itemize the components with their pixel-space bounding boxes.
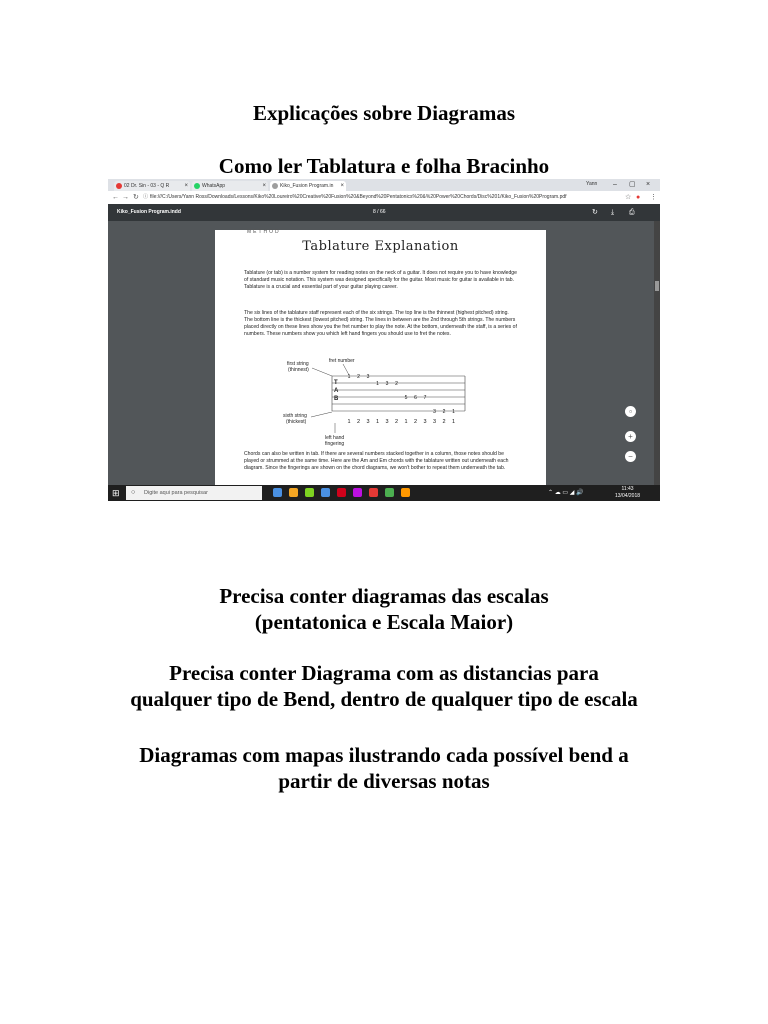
tab-note: 1 — [452, 409, 455, 415]
tab-letter: B — [334, 396, 339, 402]
pointer-line — [312, 368, 332, 376]
method-logo: METHOD — [247, 229, 281, 235]
tab-note: 3 — [433, 409, 436, 415]
tab-note: 7 — [423, 395, 427, 401]
whatsapp-icon — [194, 183, 200, 189]
taskbar-app-icon[interactable] — [305, 488, 314, 497]
fingering-number: 3 — [366, 419, 370, 425]
fingering-number: 1 — [375, 419, 380, 425]
tab-note: 2 — [395, 381, 398, 387]
tab-label: WhatsApp — [202, 183, 226, 189]
windows-taskbar — [108, 485, 660, 501]
requirement-line: qualquer tipo de Bend, dentro de qualquer tipo de escala — [130, 687, 638, 711]
zoom-in-button[interactable]: + — [625, 431, 636, 442]
first-string-label-2: (thinnest) — [288, 367, 309, 373]
requirement-line: Diagramas com mapas ilustrando cada possível bend a — [139, 743, 629, 767]
sixth-string-label-2: (thickest) — [286, 419, 307, 425]
requirement-line: Precisa conter diagramas das escalas — [219, 584, 549, 608]
extension-icon[interactable]: ● — [636, 194, 641, 201]
pdf-page — [215, 230, 546, 485]
taskbar-app-icon[interactable] — [337, 488, 346, 497]
info-icon[interactable]: ⓘ — [143, 194, 149, 200]
taskbar-search[interactable] — [126, 486, 262, 500]
pdf-paragraph: The six lines of the tablature staff represent each of the six strings. The top line is the thinnest (highest pitched) string. The bottom line is the thickest (lowest pitched) string. The lines in between are the 2nd through 5th strings. The numbers placed directly on these lines show you the fret number to play the note. At the bottom, underneath the staff, is a series of numbers. These numbers show you which left hand fingers you should use to fret the notes. — [244, 310, 517, 337]
fingering-number: 3 — [423, 419, 427, 425]
fingering-number: 2 — [442, 419, 446, 425]
minimize-icon[interactable]: – — [613, 181, 617, 188]
requirement-line: partir de diversas notas — [278, 769, 490, 793]
document-title: Explicações sobre Diagramas — [252, 101, 516, 125]
back-icon[interactable]: ← — [112, 194, 119, 201]
taskbar-app-icon[interactable] — [385, 488, 394, 497]
left-hand-label: left hand — [325, 435, 345, 441]
left-hand-label-2: fingering — [325, 441, 345, 447]
taskbar-app-icon[interactable] — [401, 488, 410, 497]
tab-note: 2 — [442, 409, 446, 415]
fingering-row — [347, 419, 455, 425]
pdf-title: Kiko_Fusion Program.indd — [117, 209, 181, 215]
pdf-paragraph: Tablature (or tab) is a number system for reading notes on the neck of a guitar. It does not require you to have knowledge of standard music notation. This system was designed specifically for the guitar. Most music for guitar is available in tab. Tablature is a crucial and essential part of your guitar playing career. — [244, 270, 517, 290]
reload-icon[interactable]: ↻ — [133, 194, 139, 201]
sixth-string-label: sixth string — [283, 413, 307, 419]
tab-note: 3 — [385, 381, 389, 387]
close-icon[interactable]: × — [184, 183, 188, 189]
windows-start-icon[interactable]: ⊞ — [112, 488, 120, 498]
fingering-number: 1 — [347, 419, 351, 425]
search-icon: ○ — [131, 489, 136, 496]
address-bar — [108, 191, 660, 205]
requirement-bend-maps — [0, 742, 768, 794]
clock-time: 11:43 — [621, 486, 634, 492]
tablature-diagram — [215, 355, 546, 447]
scrollbar-thumb[interactable] — [655, 281, 659, 291]
requirement-line: (pentatonica e Escala Maior) — [254, 610, 514, 634]
forward-icon[interactable]: → — [122, 194, 129, 201]
url-input[interactable]: file:///C:/Users/Yann Ross/Downloads/Lessons/Kiko%20Loureiro%20Creative%20Fusion%20&Beyond%20Pentatonics%20&%20Power%20Chords/Disc%201/Kiko_Fusion%20Program.pdf — [150, 194, 567, 200]
pdf-page-indicator: 8 / 66 — [373, 209, 386, 215]
tab-note: 3 — [366, 374, 370, 380]
pointer-line — [311, 412, 332, 417]
browser-tab-bar — [108, 179, 660, 191]
youtube-icon — [116, 183, 122, 189]
fingering-number: 2 — [413, 419, 418, 425]
zoom-out-button[interactable]: − — [625, 451, 636, 462]
requirement-scales — [0, 583, 768, 635]
maximize-icon[interactable]: ▢ — [629, 181, 636, 188]
tab-note: 1 — [376, 381, 379, 387]
browser-tab[interactable] — [114, 181, 190, 191]
tab-label: 02 Dr. Sin - 03 - Q R — [124, 183, 170, 189]
close-icon[interactable]: × — [262, 183, 266, 189]
fingering-number: 2 — [356, 419, 361, 425]
document-subtitle: Como ler Tablatura e folha Bracinho — [218, 154, 550, 178]
close-icon[interactable]: × — [340, 183, 344, 189]
tab-letter: T — [334, 380, 338, 386]
print-icon[interactable]: ⎙ — [629, 209, 635, 216]
fingering-number: 1 — [404, 419, 408, 425]
browser-tab[interactable] — [192, 181, 268, 191]
scrollbar[interactable] — [654, 221, 660, 485]
user-label: Yann — [586, 181, 598, 187]
tab-staff — [332, 376, 465, 411]
fingering-number: 2 — [394, 419, 399, 425]
search-input[interactable]: Digite aqui para pesquisar — [144, 490, 208, 496]
taskbar-app-icon[interactable] — [273, 488, 282, 497]
taskbar-app-icon[interactable] — [353, 488, 362, 497]
tab-letter: A — [334, 388, 339, 394]
document-icon — [272, 183, 278, 189]
fret-number-label: fret number — [329, 358, 355, 364]
taskbar-app-icon[interactable] — [289, 488, 298, 497]
requirement-bend-distances — [0, 660, 768, 712]
taskbar-app-icon[interactable] — [369, 488, 378, 497]
first-string-label: first string — [287, 361, 309, 367]
tab-note: 5 — [404, 395, 408, 401]
menu-icon[interactable]: ⋮ — [650, 194, 657, 201]
tab-note: 1 — [347, 374, 351, 380]
download-icon[interactable]: ⤓ — [611, 209, 615, 216]
taskbar-app-icon[interactable] — [321, 488, 330, 497]
embedded-screenshot — [108, 179, 660, 501]
taskbar-clock[interactable] — [615, 486, 640, 500]
browser-tab-active[interactable] — [270, 181, 346, 191]
fingering-number: 3 — [432, 419, 437, 425]
tab-label: Kiko_Fusion Program.in — [280, 183, 334, 189]
close-window-icon[interactable]: × — [646, 181, 651, 188]
fingering-number: 1 — [451, 419, 456, 425]
star-icon[interactable]: ☆ — [625, 194, 632, 201]
tab-notes — [348, 374, 456, 415]
fingering-number: 3 — [385, 419, 389, 425]
rotate-icon[interactable]: ↻ — [592, 209, 598, 216]
clock-date: 13/04/2018 — [615, 493, 641, 499]
requirement-line: Precisa conter Diagrama com as distancias para — [169, 661, 599, 685]
pdf-paragraph: Chords can also be written in tab. If there are several numbers stacked together in a column, those notes should be played or strummed at the same time. Here are the Am and Em chords with the tablature written out underneath each diagram. Since the fingerings are shown on the chord diagrams, we won't bother to repeat them underneath the tab. — [244, 451, 509, 471]
system-tray[interactable]: ⌃ ☁ ▭ ◢ 🔊 — [548, 490, 584, 496]
pdf-page-title: Tablature Explanation — [302, 239, 459, 254]
fit-page-button[interactable]: ▫ — [625, 406, 636, 417]
tab-note: 6 — [414, 395, 417, 401]
pdf-toolbar — [108, 204, 660, 221]
tab-note: 2 — [357, 374, 360, 380]
